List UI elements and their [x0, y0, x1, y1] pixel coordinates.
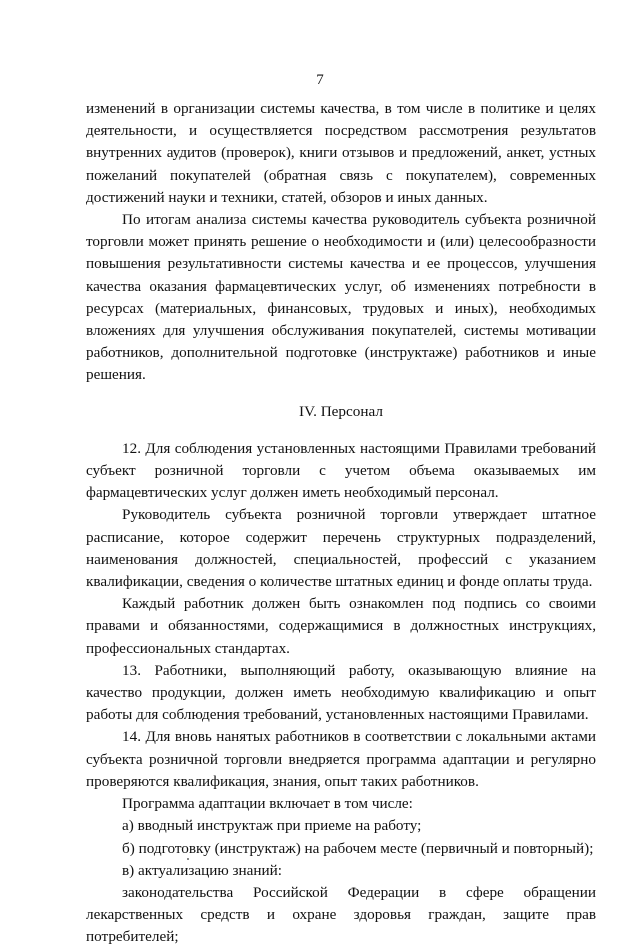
paragraph-legislation: законодательства Российской Федерации в сфере обращении лекарственных средств и охране здоровья граждан, защите прав потребителей; [86, 883, 596, 946]
paragraph-clause-12: 12. Для соблюдения установленных настоящими Правилами требований субъект розничной торговли с учетом объема оказываемых им фармацевтических услуг должен иметь необходимый персонал. [86, 439, 596, 502]
list-item-b: б) подготовку (инструктаж) на рабочем месте (первичный и повторный); [122, 839, 594, 857]
section-heading: IV. Персонал [299, 402, 383, 420]
paragraph-analysis-results: По итогам анализа системы качества руководитель субъекта розничной торговли может принять решение о необходимости и (или) целесообразности повышения результативности системы качества и ее процессов, улучшения качества оказания фармацевтических услуг, об изменениях потребности в ресурсах (материальных, финансовых, трудовых и иных), необходимых вложениях для улучшения обслуживания покупателей, системы мотивации работников, дополнительной подготовке (инструктаже) работников и иные решения. [86, 211, 596, 384]
paragraph-adaptation-program: Программа адаптации включает в том числе: [122, 795, 413, 813]
document-body [86, 98, 596, 949]
paragraph-clause-14: 14. Для вновь нанятых работников в соответствии с локальными актами субъекта розничной торговли внедряется программа адаптации и регулярно проверяются квалификация, знания, опыт таких работников. [86, 728, 596, 790]
page-number: 7 [316, 72, 324, 88]
scan-dot-mark [187, 858, 189, 860]
list-item-c: в) актуализацию знаний: [122, 861, 282, 879]
paragraph-quality-changes: изменений в организации системы качества, в том числе в политике и целях деятельности, и осуществляется посредством рассмотрения результатов внутренних аудитов (проверок), книги отзывов и предложений, анкет, устных пожеланий покупателей (обратная связь с покупателем), современных достижений науки и техники, статей, обзоров и иных данных. [86, 100, 596, 206]
paragraph-staff-schedule: Руководитель субъекта розничной торговли утверждает штатное расписание, которое содержит перечень структурных подразделений, наименования должностей, специальностей, профессий с указанием квалификации, сведения о количестве штатных единиц и фонде оплаты труда. [86, 506, 596, 591]
list-item-a: а) вводный инструктаж при приеме на работу; [122, 817, 422, 835]
paragraph-employee-familiarization: Каждый работник должен быть ознакомлен под подпись со своими правами и обязанностями, содержащимися в должностных инструкциях, профессиональных стандартах. [86, 595, 596, 657]
paragraph-clause-13: 13. Работники, выполняющий работу, оказывающую влияние на качество продукции, должен иметь необходимую квалификацию и опыт работы для соблюдения требований, установленных настоящими Правилами. [86, 661, 596, 724]
